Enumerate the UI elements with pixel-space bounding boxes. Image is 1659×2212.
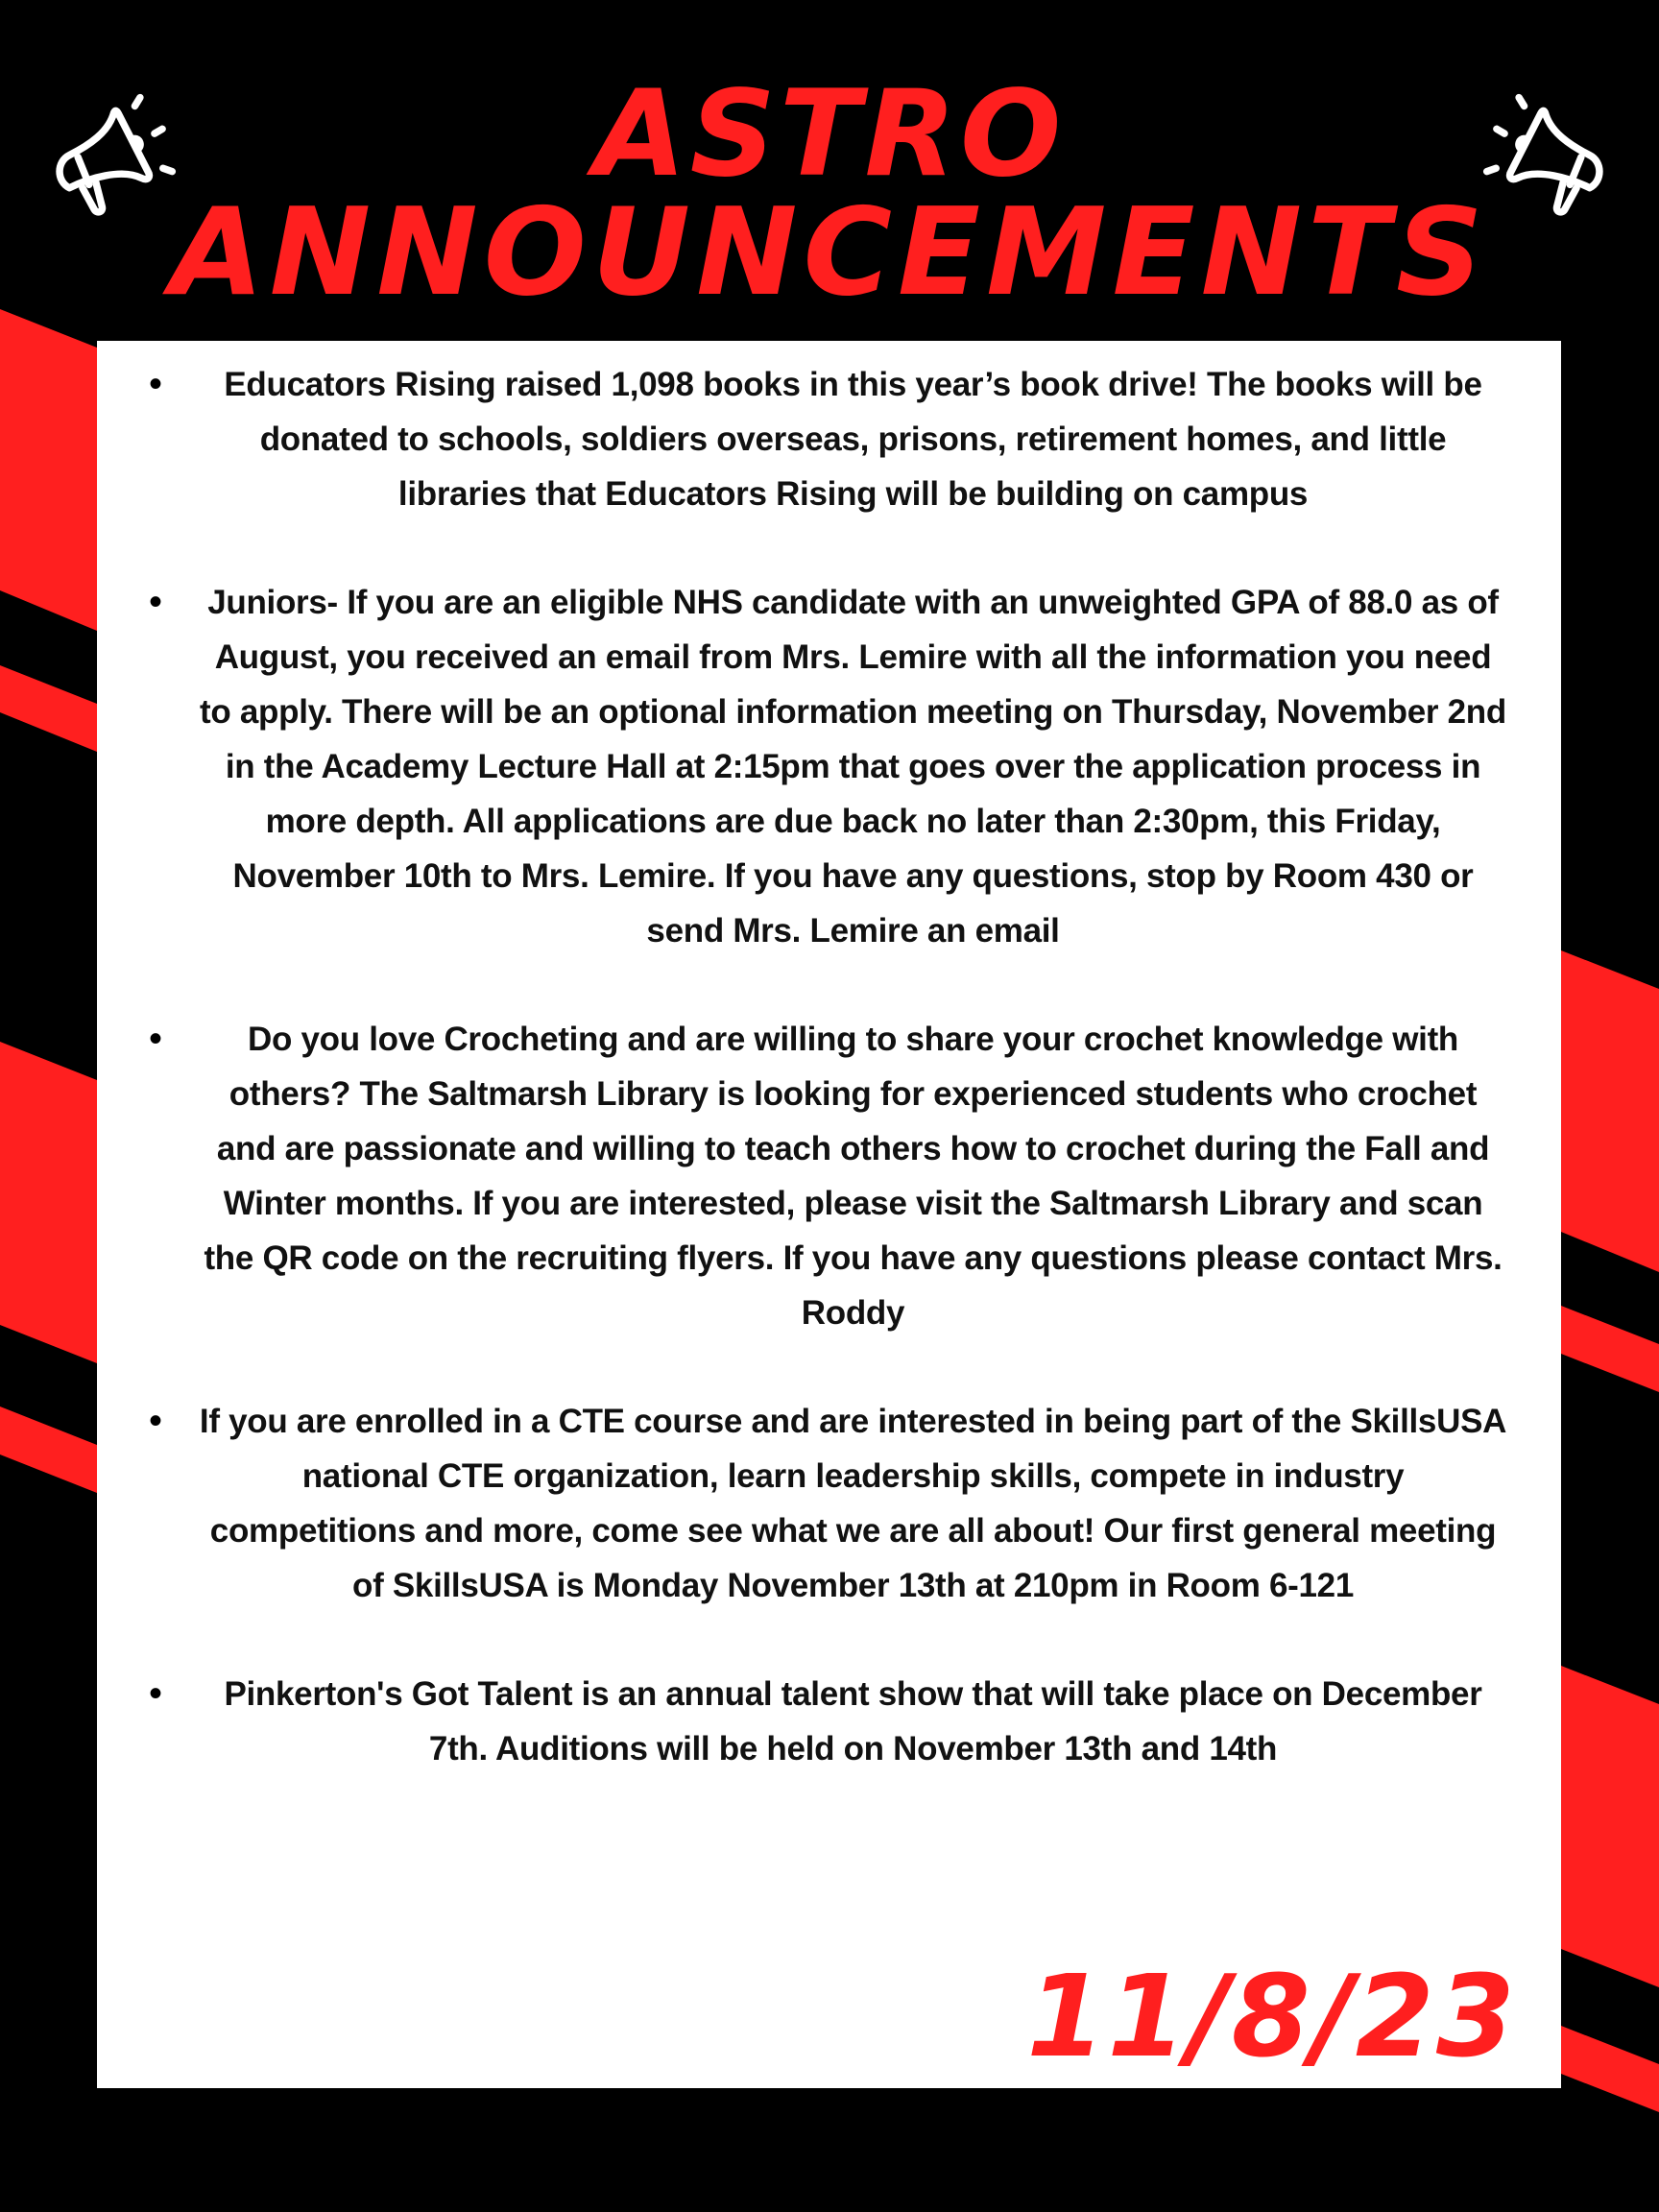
announcement-text: Do you love Crocheting and are willing to share your crochet knowledge with others? The Saltmarsh Library is looking for experienced students who crochet and are passionate and willing to teach others how to crochet during the Fall and Winter months. If you are interested, please visit the Saltmarsh Library and scan the QR code on the recruiting flyers. If you have any questions please contact Mrs. Roddy bbox=[204, 1021, 1503, 1332]
bullet-icon: • bbox=[149, 581, 163, 623]
announcement-item bbox=[97, 357, 1561, 521]
title-line-2: ANNOUNCEMENTS bbox=[170, 181, 1489, 323]
announcement-item bbox=[97, 1012, 1561, 1340]
bullet-icon: • bbox=[149, 1400, 163, 1442]
bullet-icon: • bbox=[149, 1672, 163, 1715]
announcement-list bbox=[97, 357, 1561, 1830]
announcement-item bbox=[97, 575, 1561, 958]
page-title bbox=[0, 65, 1659, 323]
announcement-text: Juniors- If you are an eligible NHS candidate with an unweighted GPA of 88.0 as of August, you received an email from Mrs. Lemire with all the information you need to apply. There will be an optional information meeting on Thursday, November 2nd in the Academy Lecture Hall at 2:15pm that goes over the application process in more depth. All applications are due back no later than 2:30pm, this Friday, November 10th to Mrs. Lemire. If you have any questions, stop by Room 430 or send Mrs. Lemire an email bbox=[200, 584, 1506, 950]
announcement-item bbox=[97, 1394, 1561, 1613]
announcement-text: Pinkerton's Got Talent is an annual talent show that will take place on December 7th. Auditions will be held on November 13th and 14th bbox=[224, 1675, 1482, 1767]
bullet-icon: • bbox=[149, 1018, 163, 1060]
announcement-date: 11/8/23 bbox=[1026, 1950, 1517, 2082]
announcement-item bbox=[97, 1667, 1561, 1776]
bullet-icon: • bbox=[149, 363, 163, 405]
announcements-panel bbox=[97, 341, 1561, 2088]
title-line-1: ASTRO bbox=[593, 65, 1066, 204]
announcement-text: If you are enrolled in a CTE course and are interested in being part of the SkillsUSA national CTE organization, learn leadership skills, compete in industry competitions and more, come see what we are all about! Our first general meeting of SkillsUSA is Monday November 13th at 210pm in Room 6-121 bbox=[199, 1403, 1507, 1604]
announcement-text: Educators Rising raised 1,098 books in this year’s book drive! The books will be donated to schools, soldiers overseas, prisons, retirement homes, and little libraries that Educators Rising will be building on campus bbox=[224, 366, 1482, 513]
